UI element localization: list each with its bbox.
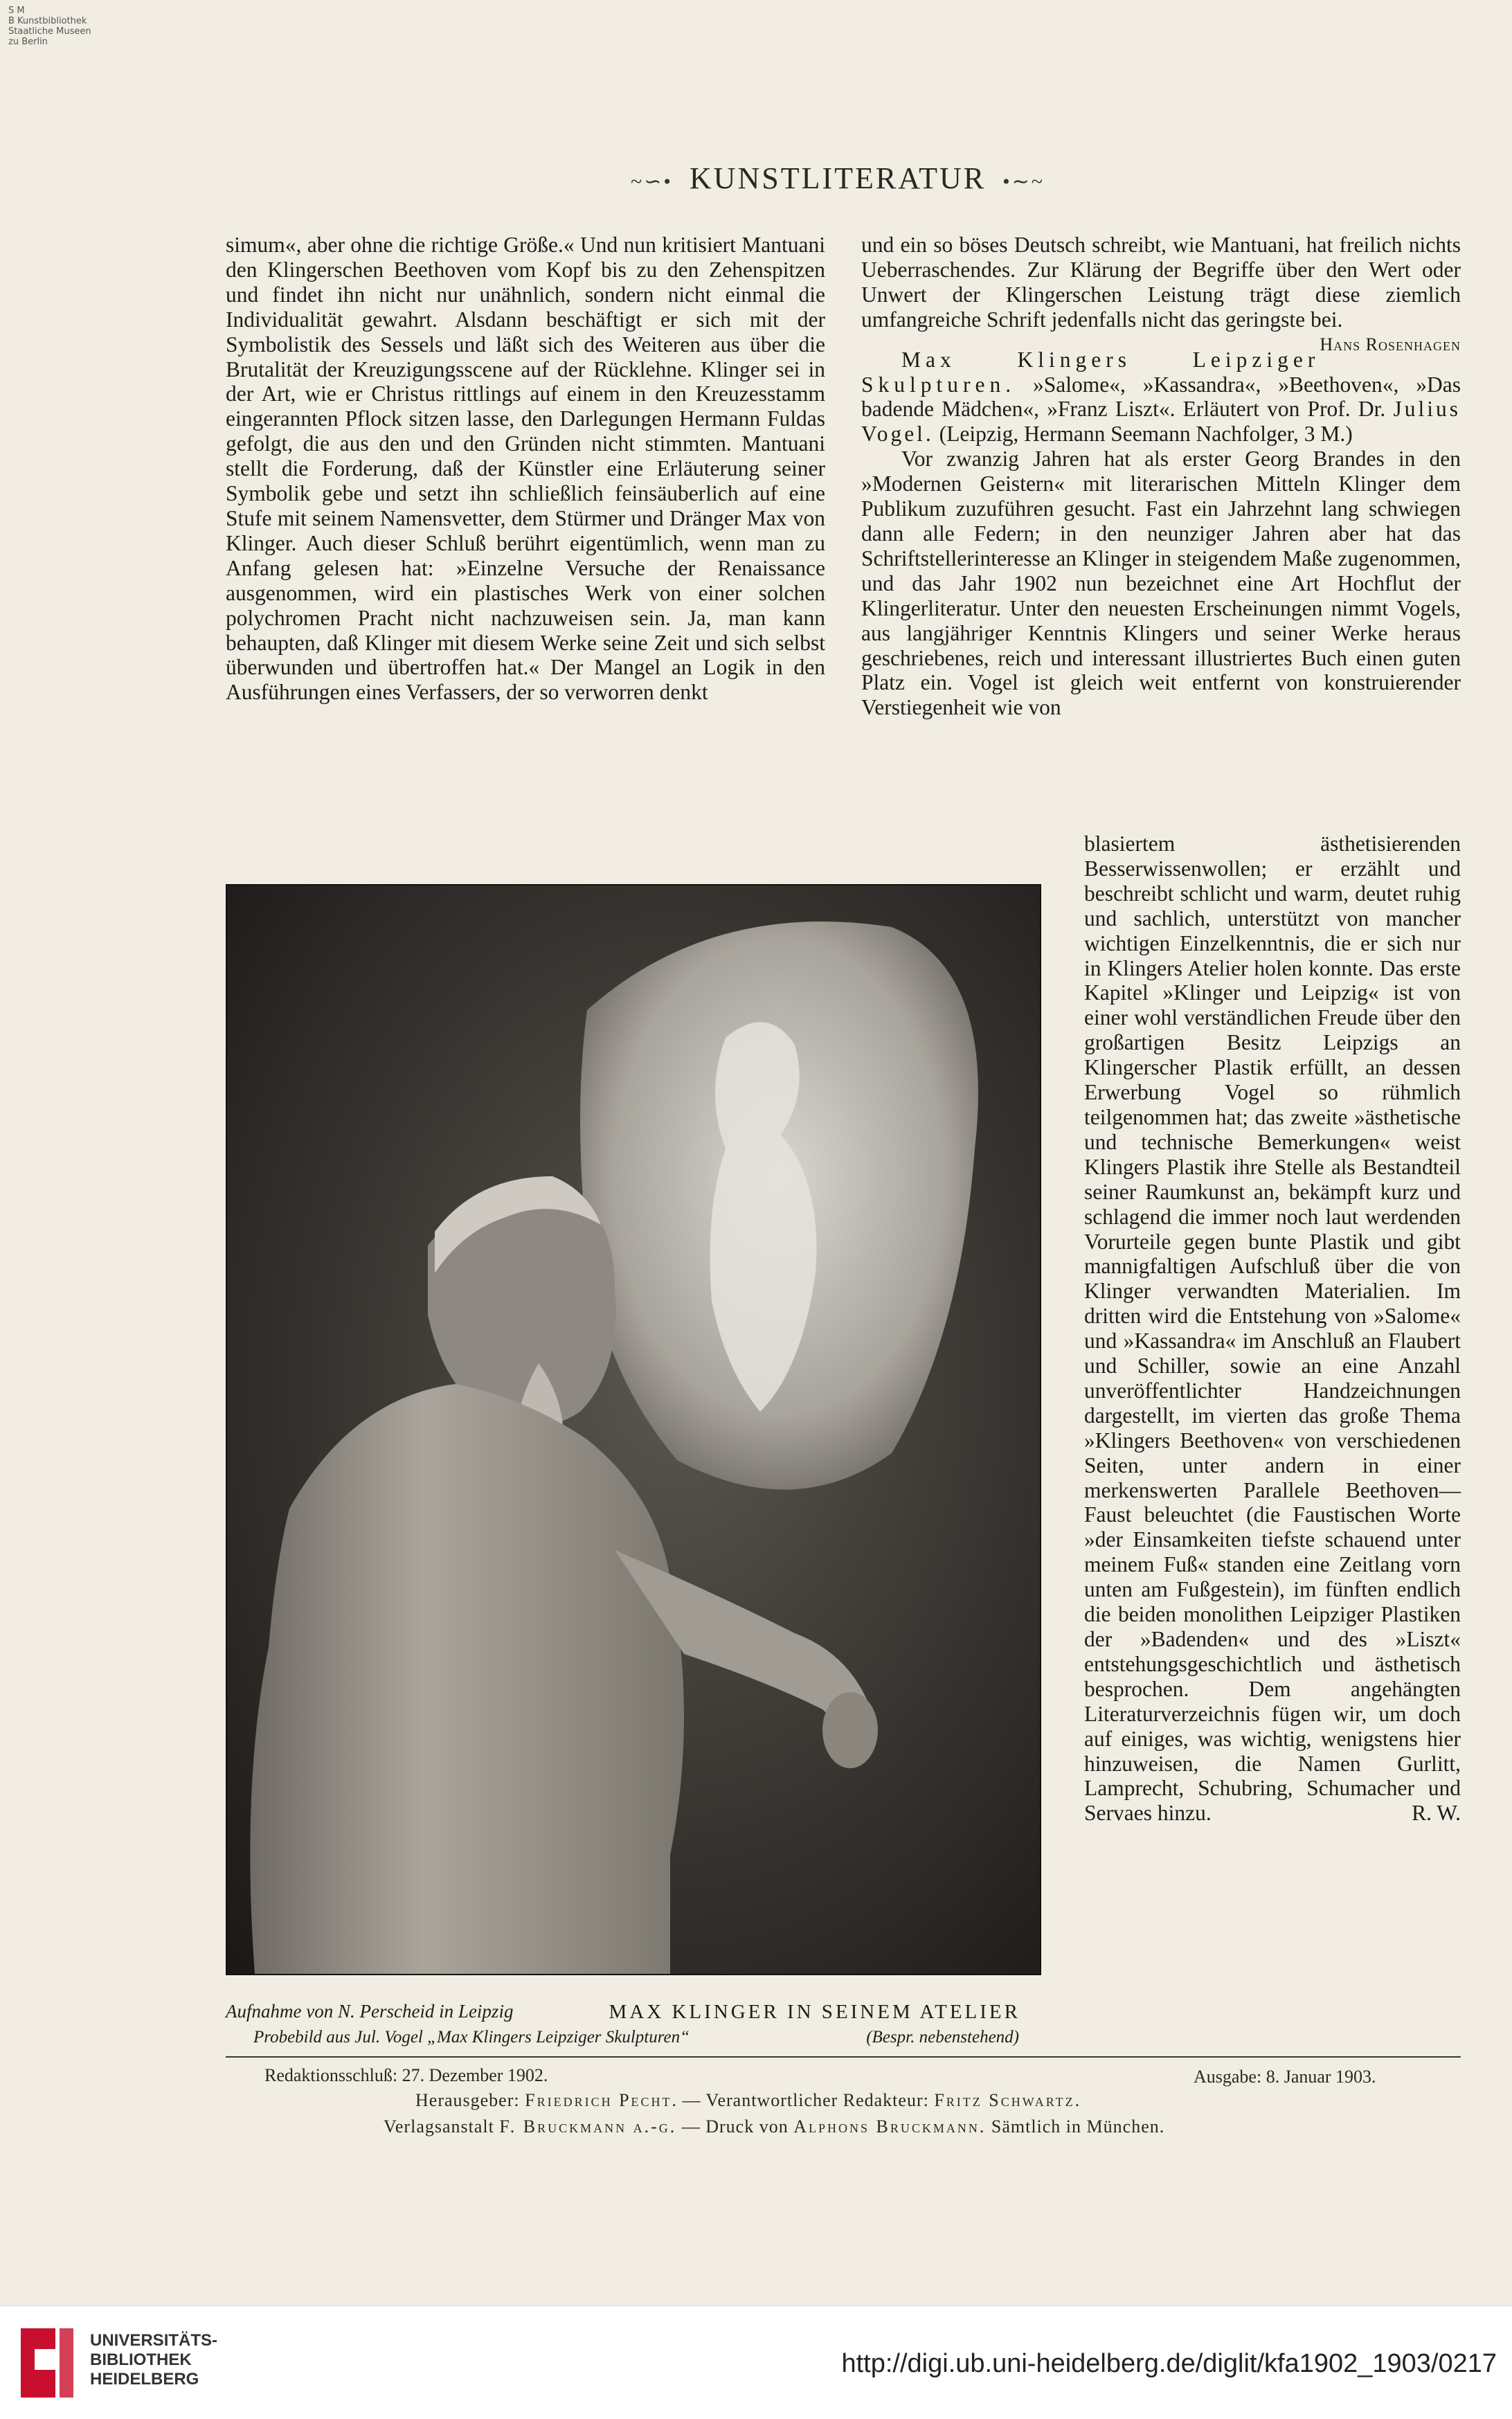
library-logo-icon xyxy=(14,2321,78,2404)
photo-source: Probebild aus Jul. Vogel „Max Klingers Leipziger Skulpturen“ xyxy=(253,2028,690,2047)
digitization-bar xyxy=(0,2305,1512,2419)
book-author: Julius Vogel. xyxy=(861,397,1461,447)
caption-line-1 xyxy=(226,2001,1038,2022)
photo-credit: Aufnahme von N. Perscheid in Leipzig xyxy=(226,2001,514,2022)
coat xyxy=(250,1384,684,1974)
publisher-name: F. Bruckmann a.-g. xyxy=(499,2116,677,2137)
stamp-line: S M xyxy=(8,6,25,16)
photo-note: (Bespr. nebenstehend) xyxy=(866,2028,1019,2047)
left-column xyxy=(226,233,825,705)
review2-text-wide: Vor zwanzig Jahren hat als erster Georg Brandes in den »Modernen Geistern« mit literarischen Mitteln Klinger dem Publikum zuzuführen gesucht. Fast ein Jahrzehnt lang schwiegen dann alle Federn; in den neunziger Jahren aber hat das Schriftstellerinteresse an Klinger in steigendem Maße zugenommen, und das Jahr 1902 nun bezeichnet eine Art Hochflut der Klingerliteratur. Unter den neuesten Erscheinungen nimmt Vogels, aus langjähriger Kenntnis Klingers und seiner Werke heraus geschriebenes, reich und interessant illustriertes Buch einen guten Platz ein. Vogel ist gleich weit entfernt von konstruierender Verstiegenheit wie von xyxy=(861,447,1461,720)
right-column-narrow xyxy=(1084,831,1461,1826)
right-column xyxy=(861,233,1461,720)
book-publisher: (Leipzig, Hermann Seemann Nachfolger, 3 M.) xyxy=(939,422,1353,447)
stamp-line: B Kunstbibliothek xyxy=(8,16,87,26)
footer-divider xyxy=(226,2056,1461,2058)
editor-line: Herausgeber: Friedrich Pecht. — Verantwortlicher Redakteur: Fritz Schwartz. xyxy=(415,2090,1082,2110)
ornament-left-icon: ~∽• xyxy=(631,170,673,193)
printer-name: Alphons Bruckmann. xyxy=(793,2116,987,2137)
signature-rosenhagen: Hans Rosenhagen xyxy=(1320,334,1461,354)
book-title: Max Klingers Leipziger Skulpturen. xyxy=(861,347,1320,397)
library-stamp xyxy=(8,6,126,47)
publisher-line: Verlagsanstalt F. Bruckmann a.-g. — Druck von Alphons Bruckmann. Sämtlich in München. xyxy=(384,2116,1165,2137)
book-info: »Salome«, »Kassandra«, »Beethoven«, »Das badende Mädchen«, »Franz Liszt«. Erläutert von Prof. Dr. xyxy=(861,372,1461,422)
stamp-line: zu Berlin xyxy=(8,37,48,47)
review-end-text: und ein so böses Deutsch schreibt, wie Mantuani, hat freilich nichts Ueberraschendes. Zur Klärung der Begriffe über den Wert oder Unwert der Klingerschen Leistung trägt diese ziemlich umfangreiche Schrift jedenfalls nicht das geringste bei. Hans Rosenhagen xyxy=(861,233,1461,332)
photo-title: MAX KLINGER IN SEINEM ATELIER xyxy=(609,2001,1020,2023)
photograph-max-klinger xyxy=(226,884,1041,1975)
hand xyxy=(822,1692,878,1768)
issue-date: Ausgabe: 8. Januar 1903. xyxy=(1194,2067,1376,2087)
signature-rw: R. W. xyxy=(1412,1801,1461,1826)
stamp-line: Staatliche Museen xyxy=(8,26,91,37)
editor-name: Friedrich Pecht xyxy=(525,2090,672,2110)
page-header xyxy=(540,161,1135,196)
source-url-link[interactable]: http://digi.ub.uni-heidelberg.de/diglit/kfa1902_1903/0217 xyxy=(841,2349,1497,2378)
editorial-deadline: Redaktionsschluß: 27. Dezember 1902. xyxy=(264,2065,548,2085)
book-entry xyxy=(861,348,1461,447)
ornament-right-icon: •∼~ xyxy=(1002,170,1045,193)
left-column-text: simum«, aber ohne die richtige Größe.« Und nun kritisiert Mantuani den Klingerschen Beethoven vom Kopf bis zu den Zehenspitzen und findet ihn nicht nur unähnlich, sondern nicht einmal die Individualität gewahrt. Alsdann beschäftigt er sich mit der Symbolistik des Sessels und läßt sich des Weiteren aus über die Brutalität der Kreuzigungsscene auf der Rücklehne. Klinger sei in der Art, wie er Christus rittlings auf einem in den Kreuzesstamm eingerannten Pflock sitzen lasse, den Darlegungen Hermann Fuldas gefolgt, die aus den und den Gründen nicht stimmten. Mantuani stellt die Forderung, daß der Künstler eine Erläuterung seiner Symbolik gebe und setzt ihn schließlich feinsäuberlich auf eine Stufe mit seinem Namensvetter, dem Stürmer und Dränger Max von Klinger. Auch dieser Schluß berührt eigentümlich, wenn man zu Anfang gelesen hat: »Einzelne Versuche der Renaissance ausgenommen, wird ein plastisches Werk von einer solchen polychromen Pracht nicht nachzuweisen sein. Ja, man kann behaupten, daß Klinger mit diesem Werke seine Zeit und sich selbst überwunden und übertroffen hat.« Der Mangel an Logik in den Ausführungen eines Verfassers, der so verworren denkt xyxy=(226,233,825,705)
section-title: KUNSTLITERATUR xyxy=(689,161,987,195)
photo-illustration xyxy=(227,885,1040,1974)
library-name: UNIVERSITÄTS- BIBLIOTHEK HEIDELBERG xyxy=(90,2331,218,2389)
responsible-editor: Fritz Schwartz. xyxy=(934,2090,1082,2110)
review2-text-narrow: blasiertem ästhetisierenden Besserwissenwollen; er erzählt und beschreibt schlicht und warm, deutet ruhig und sachlich, unterstützt von mancher wichtigen Einzelkenntnis, die er sich nur in Klingers Atelier holen konnte. Das erste Kapitel »Klinger und Leipzig« ist von einer wohl verständlichen Freude über den großartigen Besitz Leipzigs an Klingerscher Plastik erfüllt, an dessen Erwerbung Vogel so rühmlich teilgenommen hat; das zweite »ästhetische und technische Bemerkungen« weist Klingers Plastik ihre Stelle als Bestandteil seiner Raumkunst an, bekämpft kurz und schlagend die immer noch laut werdenden Vorurteile gegen bunte Plastik und gibt mannigfaltigen Aufschluß über die von Klinger verwandten Materialien. Im dritten wird die Entstehung von »Salome« und »Kassandra« im Anschluß an Flaubert und Schiller, sowie an eine Anzahl unveröffentlichter Handzeichnungen dargestellt, im vierten das große Thema »Klingers Beethoven« von verschiedenen Seiten, unter andern in einer merkenswerten Parallele Beethoven—Faust beleuchtet (die Faustischen Worte »der Einsamkeiten tiefste schauend unter meinem Fuß« standen eine Zeitlang vorn unten am Fußgestein), im fünften endlich die beiden monolithen Leipziger Plastiken der »Badenden« und des »Liszt« entstehungsgeschichtlich und ästhetisch besprochen. Dem angehängten Literaturverzeichnis fügen wir, um doch auf einiges, was wichtig, wenigstens hier hinzuweisen, die Namen Gurlitt, Lamprecht, Schubring, Schumacher und Servaes hinzu. R. W. xyxy=(1084,831,1461,1826)
